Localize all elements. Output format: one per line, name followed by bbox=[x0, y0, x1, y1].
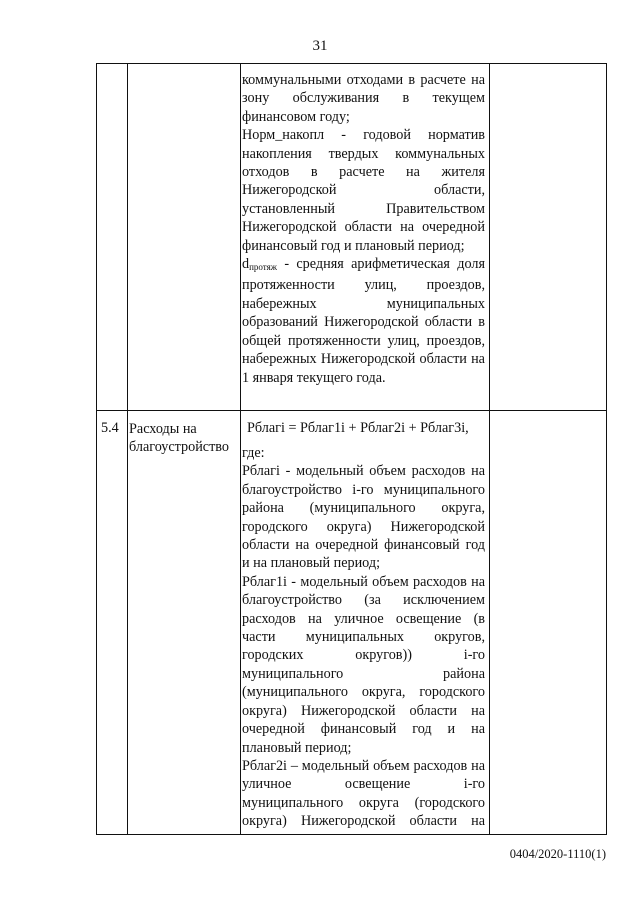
document-code: 0404/2020-1110(1) bbox=[509, 847, 606, 861]
row2-paragraph: Рблаг1i - модельный объем расходов на благоустройство (за исключением расходов на уличное освещение (в части муниципальных округов, городских округов)) i-го муниципального района (муниципального округа, городского округа) Нижегородской области на очередной финансовый год и на плановый период; bbox=[242, 573, 485, 756]
row1-paragraph: коммунальными отходами в расчете на зону обслуживания в текущем финансовом году; bbox=[242, 72, 485, 125]
row1-paragraph: Норм_накопл - годовой норматив накопления твердых коммунальных отходов в расчете на жителя Нижегородской области, установленный Правительством Нижегородской области на очередной финансовый год и плановый период; bbox=[242, 127, 485, 254]
methodology-table bbox=[96, 63, 607, 835]
row1-description bbox=[242, 71, 485, 387]
column-divider-description bbox=[489, 64, 490, 834]
d-text: - средняя арифметическая доля протяженности улиц, проездов, набережных муниципальных образований Нижегородской области в общей протяженности улиц, проездов, набережных Нижегородской области на 1 января текущего года. bbox=[242, 256, 485, 386]
page-number: 31 bbox=[312, 38, 328, 54]
row2-paragraph: Рблагi - модельный объем расходов на благоустройство i-го муниципального района (муниципального округа, городского округа) Нижегородской области на очередной финансовый год и на плановый период; bbox=[242, 463, 485, 572]
d-subscript: протяж bbox=[249, 262, 277, 273]
d-symbol: d bbox=[242, 256, 250, 273]
row2-name: Расходы на благоустройство bbox=[129, 421, 229, 456]
row2-paragraph: Рблаг2i – модельный объем расходов на уличное освещение i-го муниципального округа (городского округа) Нижегородской области на bbox=[242, 757, 485, 830]
row2-description bbox=[242, 444, 485, 831]
row1-d-definition bbox=[242, 255, 485, 387]
column-divider-number bbox=[127, 64, 128, 834]
row2-number: 5.4 bbox=[101, 420, 119, 436]
row2-formula: Рблагi = Рблаг1i + Рблаг2i + Рблаг3i, bbox=[247, 420, 469, 436]
row2-paragraph: где: bbox=[242, 445, 265, 461]
row-divider bbox=[97, 410, 606, 411]
